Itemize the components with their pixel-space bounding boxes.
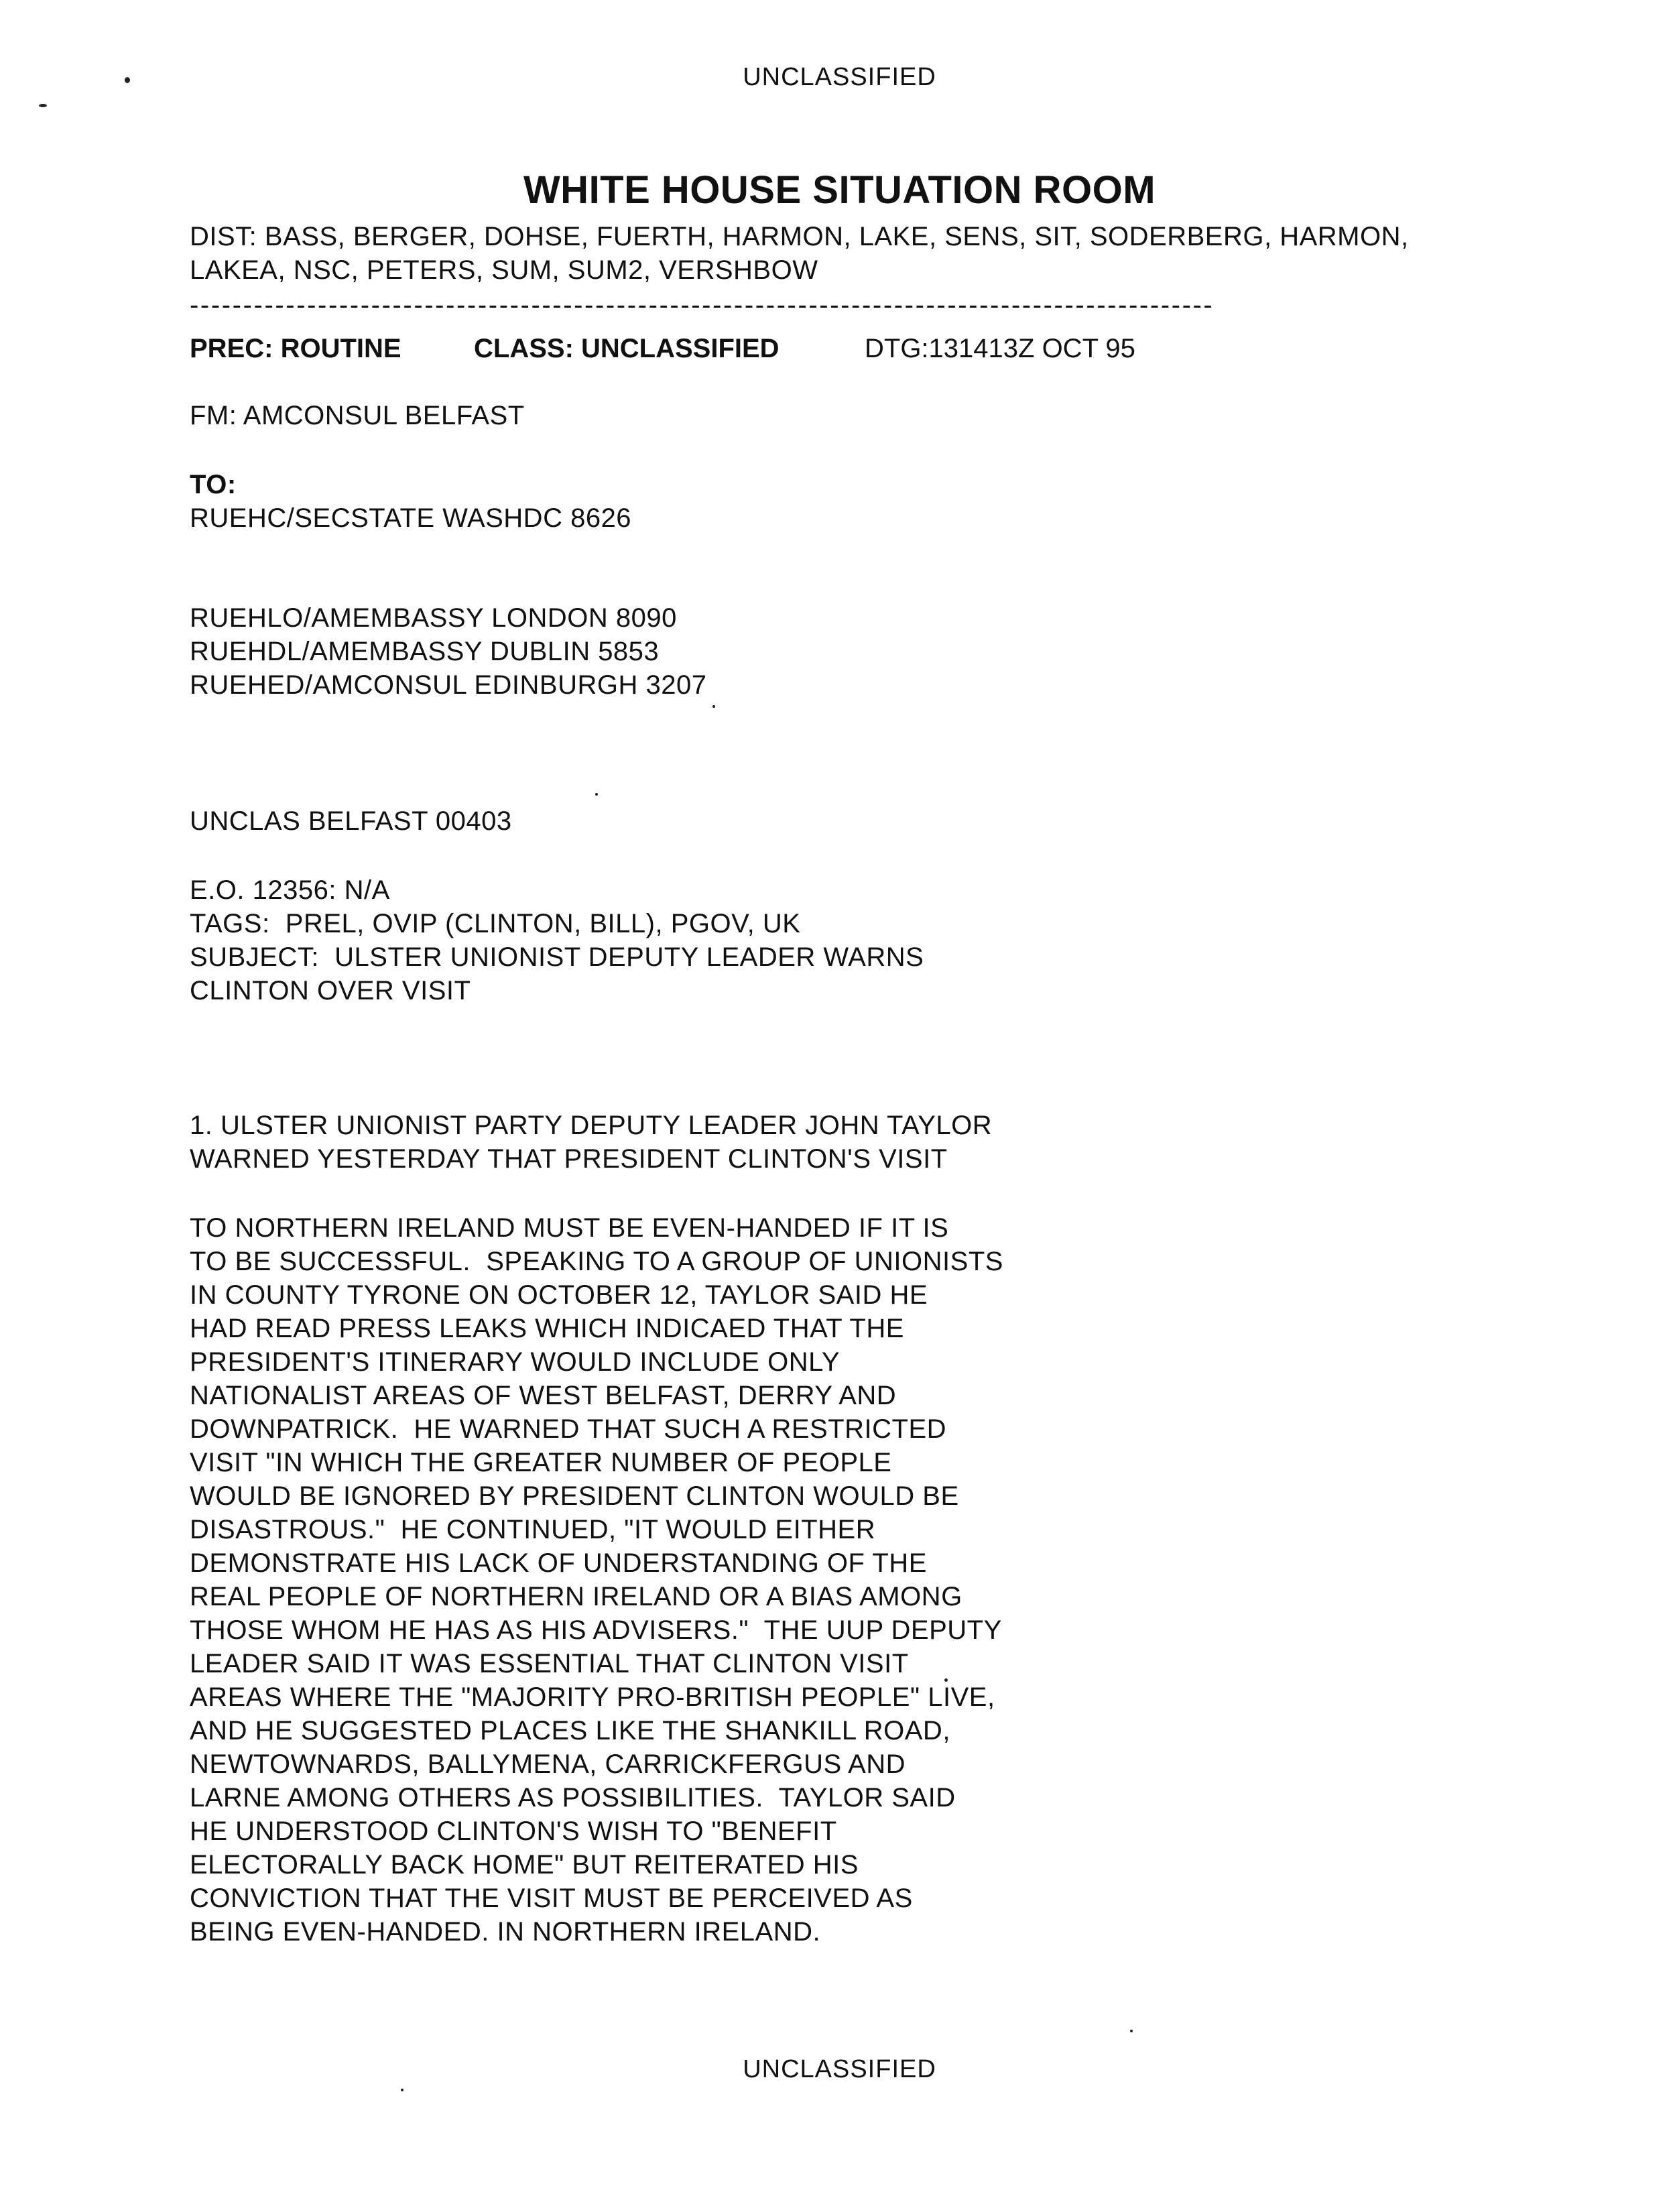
scan-speck	[1130, 2030, 1133, 2032]
subject-line-1: SUBJECT: ULSTER UNIONIST DEPUTY LEADER WARNS	[190, 942, 924, 972]
subject-line-2: CLINTON OVER VISIT	[190, 976, 471, 1005]
scan-speck	[712, 705, 715, 708]
paragraph-line: IN COUNTY TYRONE ON OCTOBER 12, TAYLOR SAID HE	[190, 1280, 928, 1310]
paragraph-line: 1. ULSTER UNIONIST PARTY DEPUTY LEADER JOHN TAYLOR	[190, 1111, 993, 1140]
paragraph-line: AREAS WHERE THE "MAJORITY PRO-BRITISH PEOPLE" LIVE,	[190, 1682, 995, 1712]
document-title: WHITE HOUSE SITUATION ROOM	[523, 168, 1156, 212]
paragraph-line: CONVICTION THAT THE VISIT MUST BE PERCEIVED AS	[190, 1884, 913, 1913]
paragraph-line: DISASTROUS." HE CONTINUED, "IT WOULD EITHER	[190, 1515, 876, 1544]
paragraph-line: HE UNDERSTOOD CLINTON'S WISH TO "BENEFIT	[190, 1817, 837, 1846]
scan-speck	[595, 793, 598, 796]
paragraph-line: WARNED YESTERDAY THAT PRESIDENT CLINTON'S VISIT	[190, 1144, 948, 1174]
scan-speck	[401, 2089, 403, 2091]
paragraph-line: BEING EVEN-HANDED. IN NORTHERN IRELAND.	[190, 1917, 821, 1947]
classification-marking-bottom: UNCLASSIFIED	[743, 2055, 936, 2083]
classification-field: CLASS: UNCLASSIFIED	[474, 334, 780, 363]
paragraph-line: HAD READ PRESS LEAKS WHICH INDICAED THAT THE	[190, 1314, 904, 1343]
precedence-field: PREC: ROUTINE	[190, 334, 401, 363]
paragraph-line: VISIT "IN WHICH THE GREATER NUMBER OF PEOPLE	[190, 1448, 892, 1477]
scan-speck	[39, 104, 47, 107]
classification-marking-top: UNCLASSIFIED	[743, 63, 936, 91]
paragraph-line: ELECTORALLY BACK HOME" BUT REITERATED HIS	[190, 1850, 859, 1880]
dtg-field: DTG:131413Z OCT 95	[865, 334, 1135, 363]
info-addressee: RUEHLO/AMEMBASSY LONDON 8090	[190, 603, 677, 633]
from-field: FM: AMCONSUL BELFAST	[190, 401, 525, 430]
paragraph-line: REAL PEOPLE OF NORTHERN IRELAND OR A BIAS AMONG	[190, 1582, 962, 1611]
tags-line: TAGS: PREL, OVIP (CLINTON, BILL), PGOV, UK	[190, 909, 801, 938]
distribution-line-2: LAKEA, NSC, PETERS, SUM, SUM2, VERSHBOW	[190, 255, 818, 285]
info-addressee: RUEHED/AMCONSUL EDINBURGH 3207	[190, 670, 707, 700]
executive-order-line: E.O. 12356: N/A	[190, 875, 390, 905]
info-addressee: RUEHDL/AMEMBASSY DUBLIN 5853	[190, 637, 660, 666]
distribution-line-1: DIST: BASS, BERGER, DOHSE, FUERTH, HARMON, LAKE, SENS, SIT, SODERBERG, HARMON,	[190, 222, 1409, 251]
to-label: TO:	[190, 470, 237, 499]
paragraph-line: LEADER SAID IT WAS ESSENTIAL THAT CLINTON VISIT	[190, 1649, 909, 1678]
paragraph-line: NATIONALIST AREAS OF WEST BELFAST, DERRY AND	[190, 1381, 897, 1410]
to-primary-addressee: RUEHC/SECSTATE WASHDC 8626	[190, 503, 632, 533]
paragraph-line: NEWTOWNARDS, BALLYMENA, CARRICKFERGUS AND	[190, 1749, 906, 1779]
separator-rule: ------------------------------------------------------------------------------------------------	[190, 290, 1215, 320]
paragraph-line: WOULD BE IGNORED BY PRESIDENT CLINTON WOULD BE	[190, 1481, 959, 1511]
paragraph-line: PRESIDENT'S ITINERARY WOULD INCLUDE ONLY	[190, 1347, 841, 1377]
paragraph-line: TO NORTHERN IRELAND MUST BE EVEN-HANDED IF IT IS	[190, 1213, 949, 1243]
paragraph-line: DOWNPATRICK. HE WARNED THAT SUCH A RESTRICTED	[190, 1414, 947, 1444]
paragraph-line: TO BE SUCCESSFUL. SPEAKING TO A GROUP OF UNIONISTS	[190, 1247, 1003, 1276]
paragraph-line: LARNE AMONG OTHERS AS POSSIBILITIES. TAYLOR SAID	[190, 1783, 956, 1812]
paragraph-line: THOSE WHOM HE HAS AS HIS ADVISERS." THE UUP DEPUTY	[190, 1615, 1002, 1645]
paragraph-line: AND HE SUGGESTED PLACES LIKE THE SHANKILL ROAD,	[190, 1716, 950, 1745]
paragraph-line: DEMONSTRATE HIS LACK OF UNDERSTANDING OF THE	[190, 1548, 927, 1578]
message-identifier: UNCLAS BELFAST 00403	[190, 806, 512, 836]
